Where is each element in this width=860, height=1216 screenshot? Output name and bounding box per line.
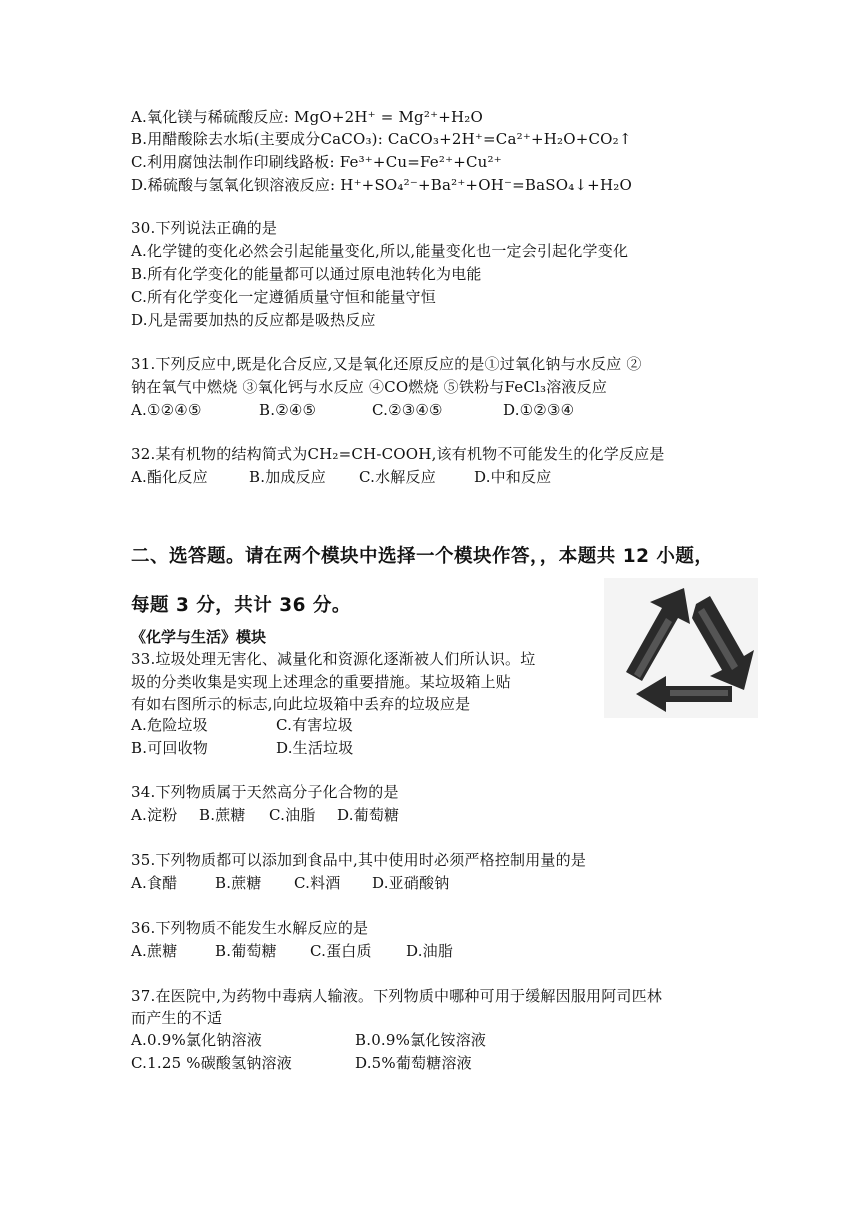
- q36-option-b: B.葡萄糖: [215, 942, 277, 960]
- q34-stem: 34.下列物质属于天然高分子化合物的是: [131, 783, 399, 801]
- q37-option-b: B.0.9%氯化铵溶液: [355, 1031, 487, 1049]
- q36-stem: 36.下列物质不能发生水解反应的是: [131, 919, 369, 937]
- q36-option-a: A.蔗糖: [131, 942, 178, 960]
- q29-option-d: D.稀硫酸与氢氧化钡溶液反应: H⁺+SO₄²⁻+Ba²⁺+OH⁻=BaSO₄↓+H₂O: [131, 176, 632, 194]
- q32-option-d: D.中和反应: [474, 468, 552, 486]
- q33-option-b: B.可回收物: [131, 739, 208, 757]
- q36-option-c: C.蛋白质: [310, 942, 372, 960]
- q35-option-c: C.料酒: [294, 874, 341, 892]
- q35-option-d: D.亚硝酸钠: [372, 874, 450, 892]
- q35-option-b: B.蔗糖: [215, 874, 262, 892]
- q34-option-c: C.油脂: [269, 806, 316, 824]
- q31-option-c: C.②③④⑤: [372, 401, 443, 419]
- q29-option-c: C.利用腐蚀法制作印刷线路板: Fe³⁺+Cu=Fe²⁺+Cu²⁺: [131, 153, 502, 171]
- q30-stem: 30.下列说法正确的是: [131, 219, 278, 237]
- q34-options: [131, 804, 399, 826]
- q37-stem-line2: 而产生的不适: [131, 1009, 223, 1027]
- module-title: 《化学与生活》模块: [131, 628, 267, 646]
- q32-option-b: B.加成反应: [249, 468, 326, 486]
- q31-options: [131, 399, 574, 421]
- q32-option-a: A.酯化反应: [131, 468, 208, 486]
- q32-option-c: C.水解反应: [359, 468, 436, 486]
- q37-option-c: C.1.25 %碳酸氢钠溶液: [131, 1054, 292, 1072]
- q33-stem-line1: 33.垃圾处理无害化、减量化和资源化逐渐被人们所认识。垃: [131, 650, 536, 668]
- q32-stem: 32.某有机物的结构简式为CH₂=CH-COOH,该有机物不可能发生的化学反应是: [131, 445, 665, 463]
- q33-stem-line3: 有如右图所示的标志,向此垃圾箱中丢弃的垃圾应是: [131, 695, 471, 713]
- section2-heading-line2: 每题 3 分，共计 36 分。: [131, 595, 351, 616]
- section2-heading-line1: 二、选答题。请在两个模块中选择一个模块作答，，本题共 12 小题，: [131, 546, 714, 567]
- q35-stem: 35.下列物质都可以添加到食品中,其中使用时必须严格控制用量的是: [131, 851, 587, 869]
- q35-option-a: A.食醋: [131, 874, 178, 892]
- q36-option-d: D.油脂: [406, 942, 454, 960]
- q37-option-a: A.0.9%氯化钠溶液: [131, 1031, 262, 1049]
- q37-options-row1: [131, 1029, 486, 1051]
- q34-option-a: A.淀粉: [131, 806, 178, 824]
- q37-option-d: D.5%葡萄糖溶液: [355, 1054, 472, 1072]
- q30-option-b: B.所有化学变化的能量都可以通过原电池转化为电能: [131, 265, 482, 283]
- q33-options-row2: [131, 737, 353, 759]
- q29-option-a: A.氧化镁与稀硫酸反应: MgO+2H⁺ = Mg²⁺+H₂O: [131, 108, 483, 126]
- q30-option-a: A.化学键的变化必然会引起能量变化,所以,能量变化也一定会引起化学变化: [131, 242, 629, 260]
- q30-option-d: D.凡是需要加热的反应都是吸热反应: [131, 311, 376, 329]
- q33-options-row1: [131, 714, 353, 736]
- q33-option-a: A.危险垃圾: [131, 716, 208, 734]
- q29-option-b: B.用醋酸除去水垢(主要成分CaCO₃): CaCO₃+2H⁺=Ca²⁺+H₂O+CO₂↑: [131, 130, 632, 148]
- q31-option-d: D.①②③④: [503, 401, 575, 419]
- q31-option-b: B.②④⑤: [259, 401, 317, 419]
- q34-option-b: B.蔗糖: [199, 806, 246, 824]
- q30-option-c: C.所有化学变化一定遵循质量守恒和能量守恒: [131, 288, 436, 306]
- q33-option-d: D.生活垃圾: [276, 739, 354, 757]
- q36-options: [131, 940, 453, 962]
- q37-options-row2: [131, 1052, 472, 1074]
- q32-options: [131, 466, 551, 488]
- recycle-symbol-icon: [604, 578, 758, 718]
- q35-options: [131, 872, 449, 894]
- q37-stem-line1: 37.在医院中,为药物中毒病人输液。下列物质中哪种可用于缓解因服用阿司匹林: [131, 987, 663, 1005]
- q34-option-d: D.葡萄糖: [337, 806, 400, 824]
- q31-stem-line1: 31.下列反应中,既是化合反应,又是氧化还原反应的是①过氧化钠与水反应 ②: [131, 355, 642, 373]
- q33-option-c: C.有害垃圾: [276, 716, 353, 734]
- q31-option-a: A.①②④⑤: [131, 401, 202, 419]
- q31-stem-line2: 钠在氧气中燃烧 ③氧化钙与水反应 ④CO燃烧 ⑤铁粉与FeCl₃溶液反应: [131, 378, 608, 396]
- q33-stem-line2: 圾的分类收集是实现上述理念的重要措施。某垃圾箱上贴: [131, 673, 512, 691]
